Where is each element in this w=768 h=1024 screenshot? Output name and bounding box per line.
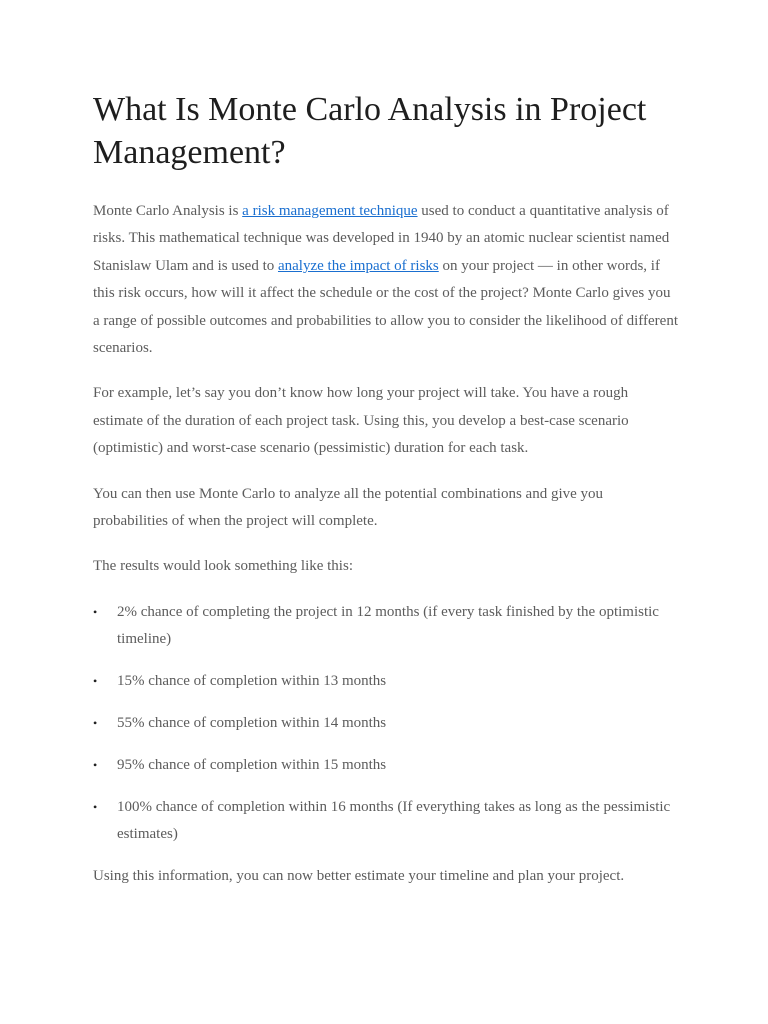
- intro-text-3: on your project — in other words, if this risk occurs, how will it affect the schedule or the cost of the project? Monte Carlo gives you a range of possible outcomes and probabilities to allow you to consider the likelihood of different scenarios.: [93, 257, 678, 357]
- list-item-text: 100% chance of completion within 16 months (If everything takes as long as the pessimistic estimates): [117, 798, 671, 843]
- monte-carlo-paragraph: You can then use Monte Carlo to analyze all the potential combinations and give you probabilities of when the project will complete.: [93, 485, 604, 530]
- bullet-icon: •: [93, 674, 98, 689]
- article-title: What Is Monte Carlo Analysis in Project Management?: [93, 91, 647, 171]
- conclusion-paragraph: Using this information, you can now better estimate your timeline and plan your project.: [93, 868, 625, 885]
- list-item-text: 95% chance of completion within 15 months: [117, 757, 387, 773]
- list-item: [93, 599, 678, 654]
- bullet-icon: •: [93, 716, 98, 731]
- intro-paragraph: [93, 198, 678, 362]
- bullet-icon: •: [93, 758, 98, 772]
- list-item: [93, 752, 678, 779]
- article: [93, 88, 678, 891]
- list-item-text: 15% chance of completion within 13 months: [117, 673, 387, 690]
- list-item: [93, 710, 678, 737]
- bullet-icon: •: [93, 604, 98, 619]
- example-paragraph: For example, let’s say you don’t know how long your project will take. You have a rough estimate of the duration of each project task. Using this, you develop a best-case scenario (optimistic) and worst-case scenario (pessimistic) duration for each task.: [93, 385, 629, 457]
- results-intro-paragraph: The results would look something like this:: [93, 558, 353, 575]
- list-item-text: 55% chance of completion within 14 months: [117, 715, 387, 732]
- results-list: [93, 599, 678, 849]
- bullet-icon: •: [93, 799, 98, 814]
- intro-text-2: used to conduct a quantitative analysis of risks. This mathematical technique was developed in 1940 by an atomic nuclear scientist named Stanislaw Ulam and is used to: [93, 203, 670, 274]
- list-item: [93, 794, 678, 849]
- intro-text-1: Monte Carlo Analysis is: [93, 203, 243, 219]
- list-item-text: 2% chance of completing the project in 12 months (if every task finished by the optimistic timeline): [117, 603, 659, 648]
- list-item: [93, 668, 678, 695]
- analyze-impact-of-risks-link[interactable]: analyze the impact of risks: [277, 257, 439, 274]
- risk-management-technique-link[interactable]: a risk management technique: [242, 203, 418, 219]
